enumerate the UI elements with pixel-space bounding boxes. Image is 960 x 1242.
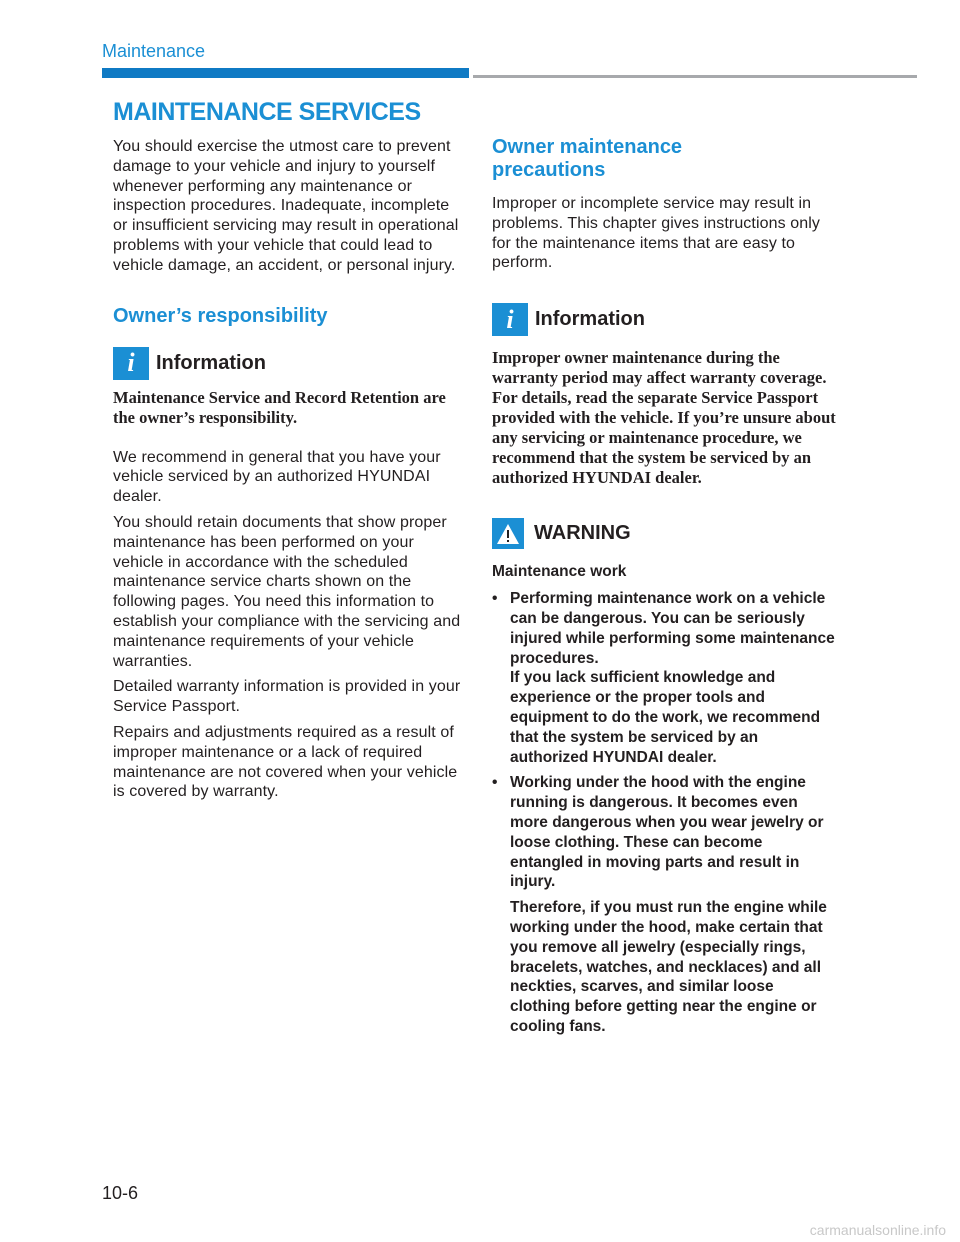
owner-precautions-title — [492, 136, 837, 182]
info-label: Information — [156, 351, 266, 374]
warning-notice — [492, 518, 837, 549]
paragraph-repairs: Repairs and adjustments required as a result of improper maintenance or a lack of required maintenance are not covered when your vehicle is covered by warranty. — [113, 723, 458, 801]
info-text: Maintenance Service and Record Retention are the owner’s responsibility. — [113, 387, 446, 427]
bullet1-continuation: If you lack sufficient knowledge and experience or the proper tools and equipment to do the work, we recommend that the system be serviced by an authorized HYUNDAI dealer. — [510, 669, 821, 766]
main-title: MAINTENANCE SERVICES — [113, 98, 421, 126]
warning-label: WARNING — [534, 522, 631, 545]
bullet-icon: • — [492, 590, 498, 608]
owners-responsibility-title: Owner’s responsibility — [113, 304, 328, 327]
header-rule-gray — [473, 75, 917, 78]
list-item — [492, 589, 837, 767]
warning-list — [492, 589, 837, 1037]
info-label-right: Information — [535, 308, 645, 331]
left-column — [113, 98, 463, 802]
right-column — [492, 136, 837, 1043]
paragraph-recommend: We recommend in general that you have your vehicle serviced by an authorized HYUNDAI dealer. — [113, 448, 441, 506]
info-notice-right — [492, 303, 837, 336]
paragraph-warranty-info: Detailed warranty information is provided in your Service Passport. — [113, 678, 461, 716]
bullet1-text: Performing maintenance work on a vehicle can be dangerous. You can be seriously injured while performing some maintenance procedures. — [510, 590, 835, 667]
page-number: 10-6 — [102, 1183, 139, 1203]
owner-precautions-title-line1: Owner maintenance — [492, 136, 683, 158]
info-text-right: Improper owner maintenance during the warranty period may affect warranty coverage. For details, read the separate Service Passport provided with the vehicle. If you’re unsure about any servicing or maintenance procedure, we recommend that the system be serviced by an authorized HYUNDAI dealer. — [492, 348, 836, 488]
info-notice — [113, 347, 463, 380]
precautions-intro: Improper or incomplete service may result in problems. This chapter gives instructions only for the maintenance items that are easy to perform. — [492, 195, 821, 272]
intro-paragraph: You should exercise the utmost care to prevent damage to your vehicle and injury to yourself whenever performing any maintenance or inspection procedures. Inadequate, incomplete or insufficient servicing may result in operational problems with your vehicle that could lead to vehicle damage, an accident, or personal injury. — [113, 138, 459, 274]
paragraph-retain-documents: You should retain documents that show proper maintenance has been performed on your vehicle in accordance with the scheduled maintenance service charts shown on the following pages. You need this information to establish your compliance with the servicing and maintenance requirements of your vehicle warranties. — [113, 513, 461, 670]
header-rule-blue — [102, 68, 469, 78]
bullet-icon: • — [492, 774, 498, 792]
warning-triangle-icon — [492, 518, 524, 549]
warning-heading: Maintenance work — [492, 563, 627, 581]
watermark: carmanualsonline.info — [809, 1222, 946, 1238]
list-item — [492, 773, 837, 1036]
bullet2-continuation: Therefore, if you must run the engine while working under the hood, make certain that you remove all jewelry (especially rings, bracelets, watches, and necklaces) and all neckties, scarves, and similar loose clothing before getting near the engine or cooling fans. — [510, 899, 827, 1035]
info-icon: i — [113, 347, 149, 380]
bullet2-text: Working under the hood with the engine running is dangerous. It becomes even more dangerous when you wear jewelry or loose clothing. These can become entangled in moving parts and result in injury. — [510, 774, 824, 891]
section-header: Maintenance — [102, 41, 206, 61]
owner-precautions-title-line2: precautions — [492, 159, 606, 181]
info-icon: i — [492, 303, 528, 336]
